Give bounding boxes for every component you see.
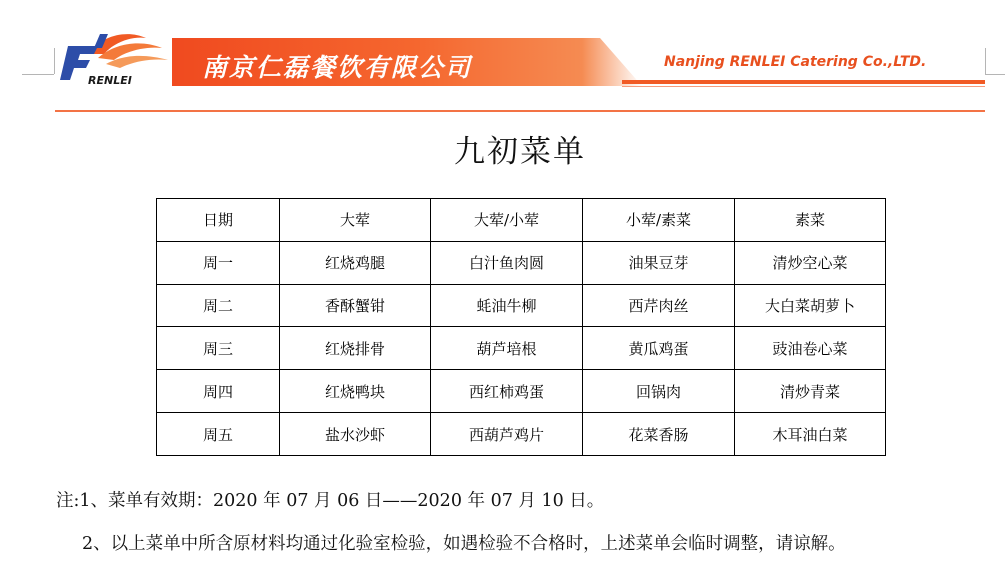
header-rule-lower <box>55 110 985 112</box>
table-header-row <box>157 199 886 242</box>
day-cell: 周二 <box>157 284 280 327</box>
table-row <box>157 327 886 370</box>
header-cell-vegetable: 素菜 <box>735 199 886 242</box>
dish-cell: 香酥蟹钳 <box>280 284 431 327</box>
menu-table <box>156 198 886 456</box>
corner-mark-top-left-h <box>22 74 54 75</box>
header-cell-main-meat: 大荤 <box>280 199 431 242</box>
dish-cell: 西芹肉丝 <box>583 284 735 327</box>
dish-cell: 回锅肉 <box>583 370 735 413</box>
header-cell-meat: 大荤/小荤 <box>431 199 583 242</box>
dish-cell: 红烧排骨 <box>280 327 431 370</box>
day-cell: 周五 <box>157 413 280 456</box>
page-title: 九初菜单 <box>454 134 586 170</box>
header-rule-upper <box>622 80 985 84</box>
dish-cell: 花菜香肠 <box>583 413 735 456</box>
header-rule-thin <box>622 86 985 87</box>
header-cell-date: 日期 <box>157 199 280 242</box>
dish-cell: 西红柿鸡蛋 <box>431 370 583 413</box>
dish-cell: 清炒空心菜 <box>735 241 886 284</box>
day-cell: 周三 <box>157 327 280 370</box>
dish-cell: 清炒青菜 <box>735 370 886 413</box>
dish-cell: 油果豆芽 <box>583 241 735 284</box>
dish-cell: 红烧鸭块 <box>280 370 431 413</box>
company-name-en: Nanjing RENLEI Catering Co.,LTD. <box>664 54 927 70</box>
dish-cell: 大白菜胡萝卜 <box>735 284 886 327</box>
table-row <box>157 284 886 327</box>
day-cell: 周一 <box>157 241 280 284</box>
company-name-cn: 南京仁磊餐饮有限公司 <box>202 53 473 82</box>
note-adjustment: 2、以上菜单中所含原材料均通过化验室检验，如遇检验不合格时，上述菜单会临时调整，请谅解。 <box>82 534 846 554</box>
dish-cell: 豉油卷心菜 <box>735 327 886 370</box>
company-logo <box>58 24 170 86</box>
dish-cell: 木耳油白菜 <box>735 413 886 456</box>
corner-mark-top-left-v <box>54 48 55 74</box>
dish-cell: 盐水沙虾 <box>280 413 431 456</box>
logo-wordmark: RENLEI <box>88 74 132 86</box>
corner-mark-top-right-h <box>985 74 1005 75</box>
table-row <box>157 413 886 456</box>
table-row <box>157 241 886 284</box>
table-row <box>157 370 886 413</box>
day-cell: 周四 <box>157 370 280 413</box>
dish-cell: 红烧鸡腿 <box>280 241 431 284</box>
dish-cell: 白汁鱼肉圆 <box>431 241 583 284</box>
dish-cell: 蚝油牛柳 <box>431 284 583 327</box>
note-validity: 注:1、菜单有效期：2020 年 07 月 06 日——2020 年 07 月 10 日。 <box>56 491 605 511</box>
dish-cell: 西葫芦鸡片 <box>431 413 583 456</box>
dish-cell: 葫芦培根 <box>431 327 583 370</box>
header-cell-light-meat-veg: 小荤/素菜 <box>583 199 735 242</box>
banner-bar <box>172 38 582 86</box>
corner-mark-top-right-v <box>985 48 986 74</box>
dish-cell: 黄瓜鸡蛋 <box>583 327 735 370</box>
banner-slant <box>582 38 642 86</box>
